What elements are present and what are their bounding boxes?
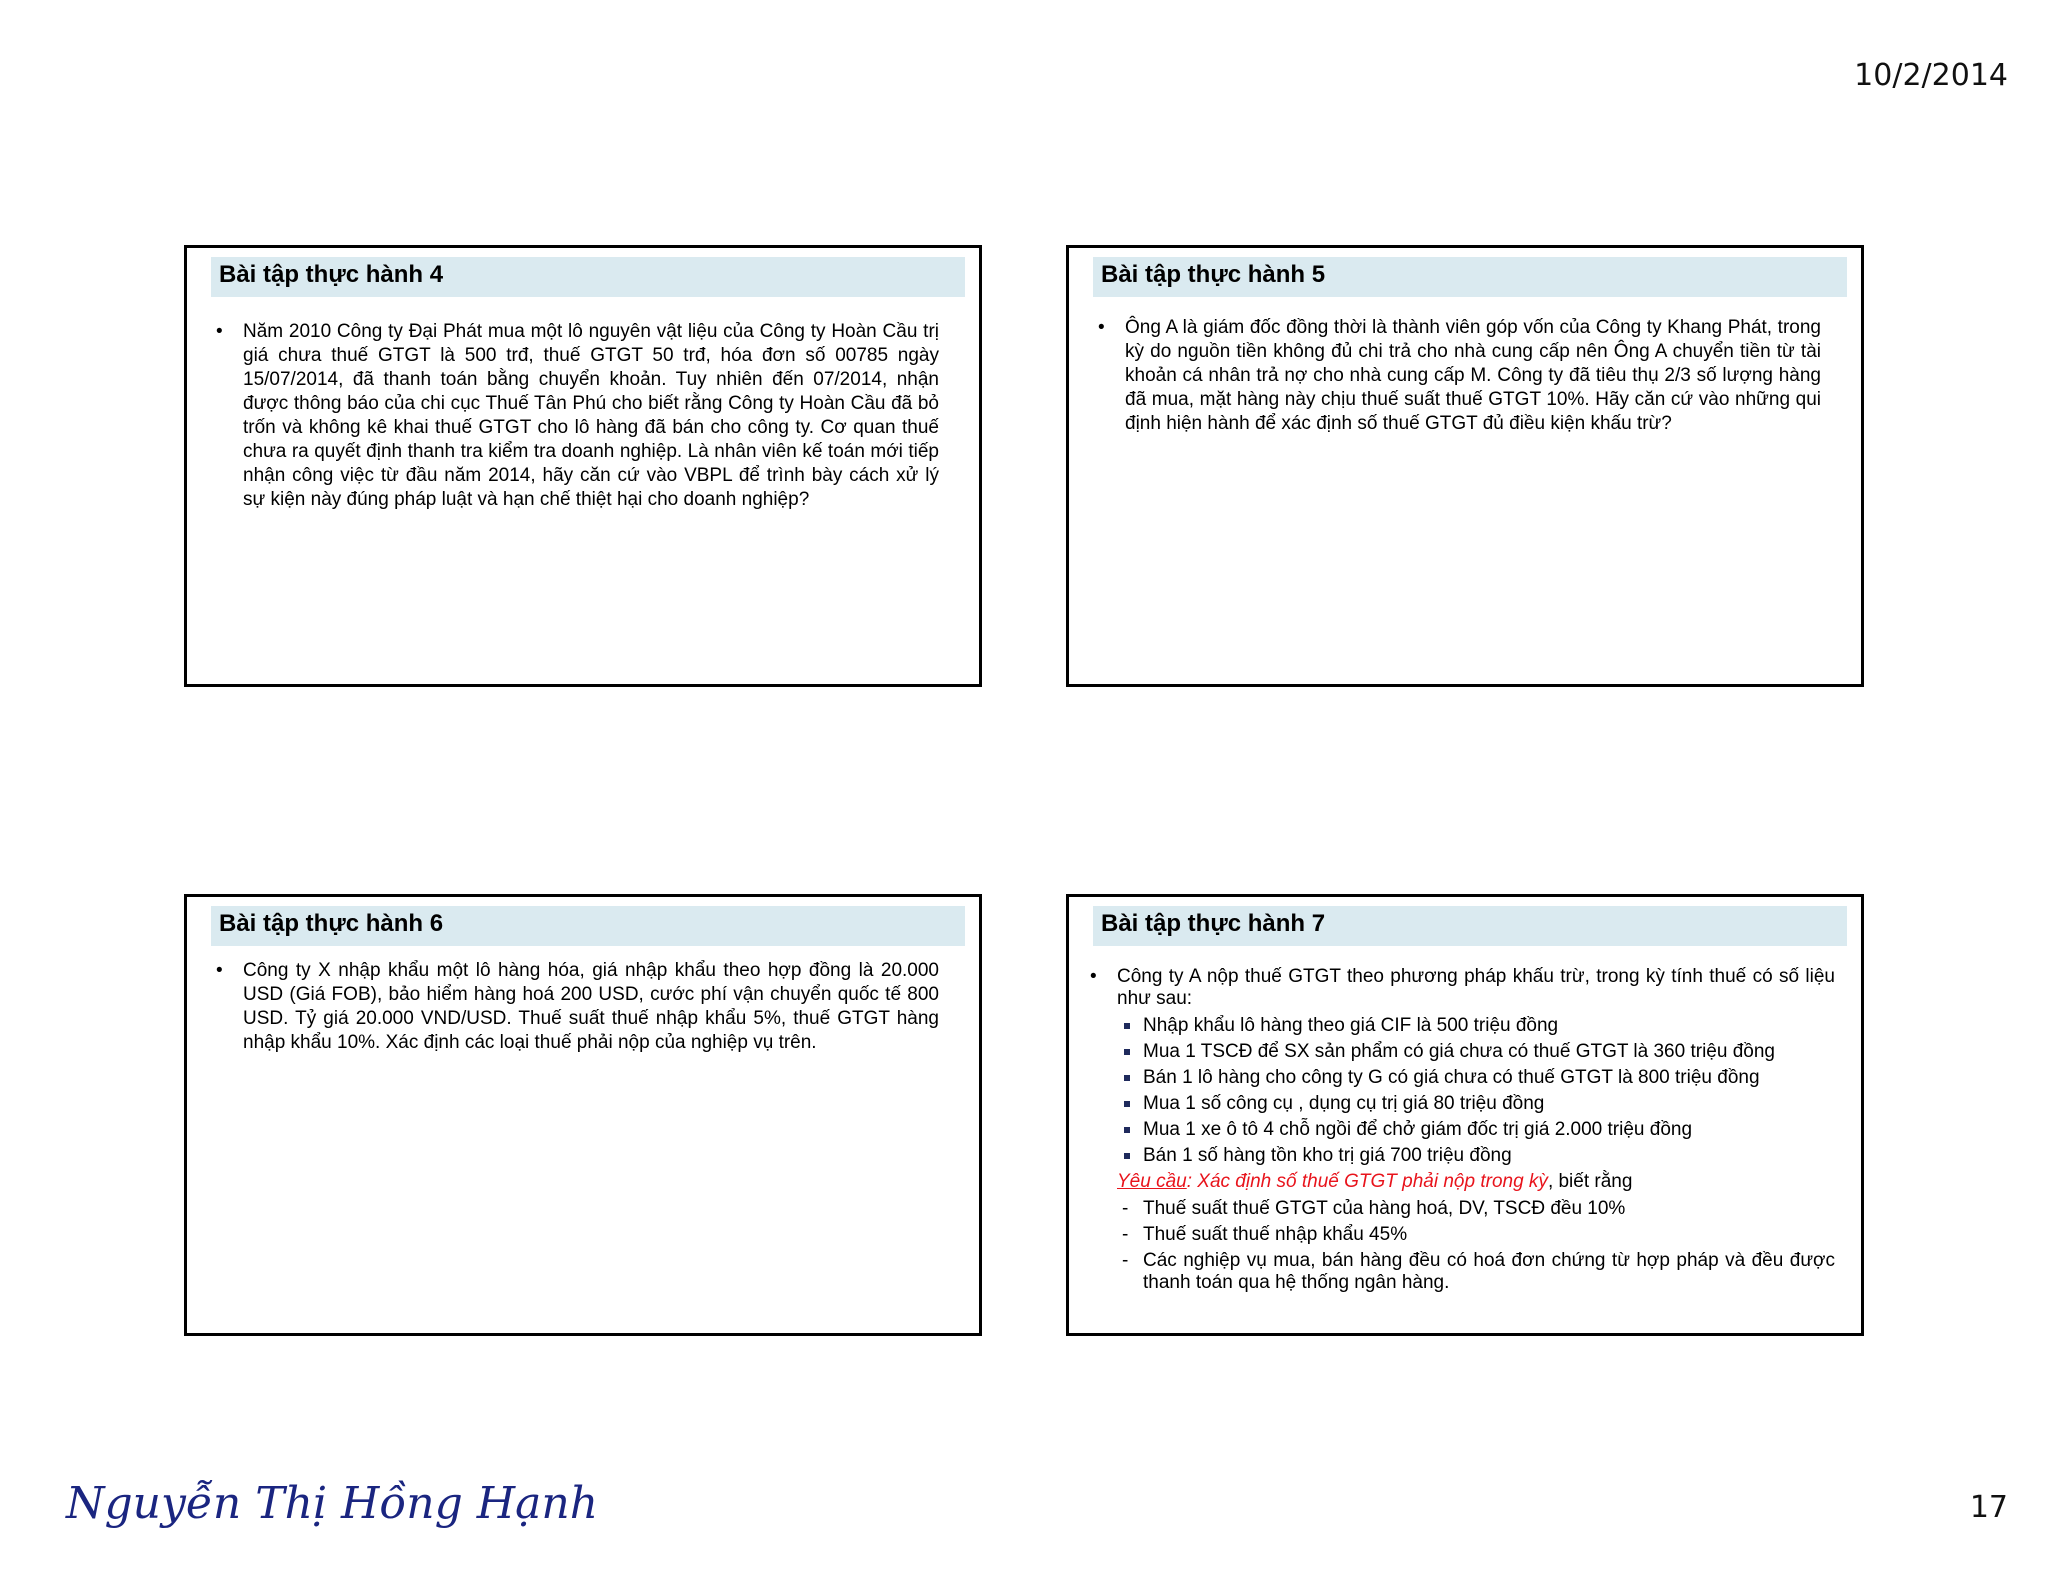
page-number: 17 bbox=[1969, 1490, 2008, 1525]
author-signature: Nguyễn Thị Hồng Hạnh bbox=[66, 1478, 599, 1529]
slide-exercise-4 bbox=[184, 245, 982, 687]
list-item-text: Nhập khẩu lô hàng theo giá CIF là 500 triệu đồng bbox=[1143, 1015, 1559, 1036]
requirement-label: Yêu cầu bbox=[1117, 1171, 1187, 1192]
paragraph-text: Năm 2010 Công ty Đại Phát mua một lô nguyên vật liệu của Công ty Hoàn Cầu trị giá chưa thuế GTGT là 500 trđ, thuế GTGT 50 trđ, hóa đơn số 00785 ngày 15/07/2014, đã thanh toán bằng chuyển khoản. Tuy nhiên đến 07/2014, nhận được thông báo của chi cục Thuế Tân Phú cho biết rằng Công ty Hoàn Cầu đã bỏ trốn và không kê khai thuế GTGT cho lô hàng đã bán cho công ty. Cơ quan thuế chưa ra quyết định thanh tra kiểm tra doanh nghiệp. Là nhân viên kế toán mới tiếp nhận công việc từ đầu năm 2014, hãy căn cứ vào VBPL để trình bày cách xử lý sự kiện này đúng pháp luật và hạn chế thiệt hại cho doanh nghiệp? bbox=[243, 321, 939, 510]
square-bullet-icon bbox=[1124, 1075, 1130, 1081]
slide-body bbox=[1098, 316, 1821, 436]
list-item bbox=[1090, 1118, 1835, 1142]
list-item bbox=[1090, 1144, 1835, 1168]
list-item bbox=[1090, 1014, 1835, 1038]
slide-exercise-7 bbox=[1066, 894, 1864, 1336]
item-list bbox=[1090, 1014, 1835, 1168]
square-bullet-icon bbox=[1124, 1101, 1130, 1107]
slide-date: 10/2/2014 bbox=[1854, 58, 2008, 93]
list-item-text: Mua 1 số công cụ , dụng cụ trị giá 80 triệu đồng bbox=[1143, 1093, 1545, 1114]
bullet-paragraph bbox=[1090, 966, 1835, 1010]
note-item bbox=[1090, 1224, 1835, 1246]
bullet-icon: • bbox=[216, 960, 223, 981]
square-bullet-icon bbox=[1124, 1023, 1130, 1029]
dash-icon: - bbox=[1122, 1198, 1129, 1219]
slide-title: Bài tập thực hành 5 bbox=[1093, 257, 1847, 297]
list-item bbox=[1090, 1040, 1835, 1064]
note-text: Thuế suất thuế GTGT của hàng hoá, DV, TSCĐ đều 10% bbox=[1143, 1198, 1626, 1219]
list-item-text: Bán 1 số hàng tồn kho trị giá 700 triệu đồng bbox=[1143, 1145, 1512, 1166]
slide-body bbox=[1090, 966, 1835, 1294]
note-item bbox=[1090, 1250, 1835, 1294]
bullet-paragraph bbox=[216, 959, 939, 1055]
square-bullet-icon bbox=[1124, 1049, 1130, 1055]
square-bullet-icon bbox=[1124, 1153, 1130, 1159]
list-item bbox=[1090, 1066, 1835, 1090]
slide-title: Bài tập thực hành 6 bbox=[211, 906, 965, 946]
slide-exercise-5 bbox=[1066, 245, 1864, 687]
slide-exercise-6 bbox=[184, 894, 982, 1336]
paragraph-text: Công ty A nộp thuế GTGT theo phương pháp khấu trừ, trong kỳ tính thuế có số liệu như sau: bbox=[1117, 966, 1835, 1009]
dash-icon: - bbox=[1122, 1250, 1129, 1271]
note-item bbox=[1090, 1198, 1835, 1220]
bullet-icon: • bbox=[216, 321, 223, 342]
note-text: Các nghiệp vụ mua, bán hàng đều có hoá đơn chứng từ hợp pháp và đều được thanh toán qua hệ thống ngân hàng. bbox=[1143, 1250, 1835, 1293]
bullet-icon: • bbox=[1090, 966, 1097, 987]
slide-title: Bài tập thực hành 7 bbox=[1093, 906, 1847, 946]
requirement-text: : Xác định số thuế GTGT phải nộp trong kỳ bbox=[1186, 1171, 1548, 1192]
list-item bbox=[1090, 1092, 1835, 1116]
bullet-paragraph bbox=[1098, 316, 1821, 436]
paragraph-text: Công ty X nhập khẩu một lô hàng hóa, giá nhập khẩu theo hợp đồng là 20.000 USD (Giá FOB), bảo hiểm hàng hoá 200 USD, cước phí vận chuyển quốc tế 800 USD. Tỷ giá 20.000 VND/USD. Thuế suất thuế nhập khẩu 5%, thuế GTGT hàng nhập khẩu 10%. Xác định các loại thuế phải nộp của nghiệp vụ trên. bbox=[243, 960, 939, 1053]
note-text: Thuế suất thuế nhập khẩu 45% bbox=[1143, 1224, 1408, 1245]
slide-title: Bài tập thực hành 4 bbox=[211, 257, 965, 297]
bullet-paragraph bbox=[216, 320, 939, 512]
list-item-text: Mua 1 xe ô tô 4 chỗ ngồi để chở giám đốc trị giá 2.000 triệu đồng bbox=[1143, 1119, 1693, 1140]
square-bullet-icon bbox=[1124, 1127, 1130, 1133]
list-item-text: Mua 1 TSCĐ để SX sản phẩm có giá chưa có thuế GTGT là 360 triệu đồng bbox=[1143, 1041, 1775, 1062]
slide-body bbox=[216, 959, 939, 1055]
paragraph-text: Ông A là giám đốc đồng thời là thành viên góp vốn của Công ty Khang Phát, trong kỳ do nguồn tiền không đủ chi trả cho nhà cung cấp nên Ông A chuyển tiền từ tài khoản cá nhân trả nợ cho nhà cung cấp M. Công ty đã tiêu thụ 2/3 số lượng hàng đã mua, mặt hàng này chịu thuế suất thuế GTGT 10%. Hãy căn cứ vào những qui định hiện hành để xác định số thuế GTGT đủ điều kiện khấu trừ? bbox=[1125, 317, 1821, 434]
requirement-line bbox=[1090, 1170, 1835, 1194]
slide-body bbox=[216, 320, 939, 512]
requirement-suffix: , biết rằng bbox=[1547, 1171, 1633, 1192]
bullet-icon: • bbox=[1098, 317, 1105, 338]
list-item-text: Bán 1 lô hàng cho công ty G có giá chưa có thuế GTGT là 800 triệu đồng bbox=[1143, 1067, 1760, 1088]
dash-icon: - bbox=[1122, 1224, 1129, 1245]
